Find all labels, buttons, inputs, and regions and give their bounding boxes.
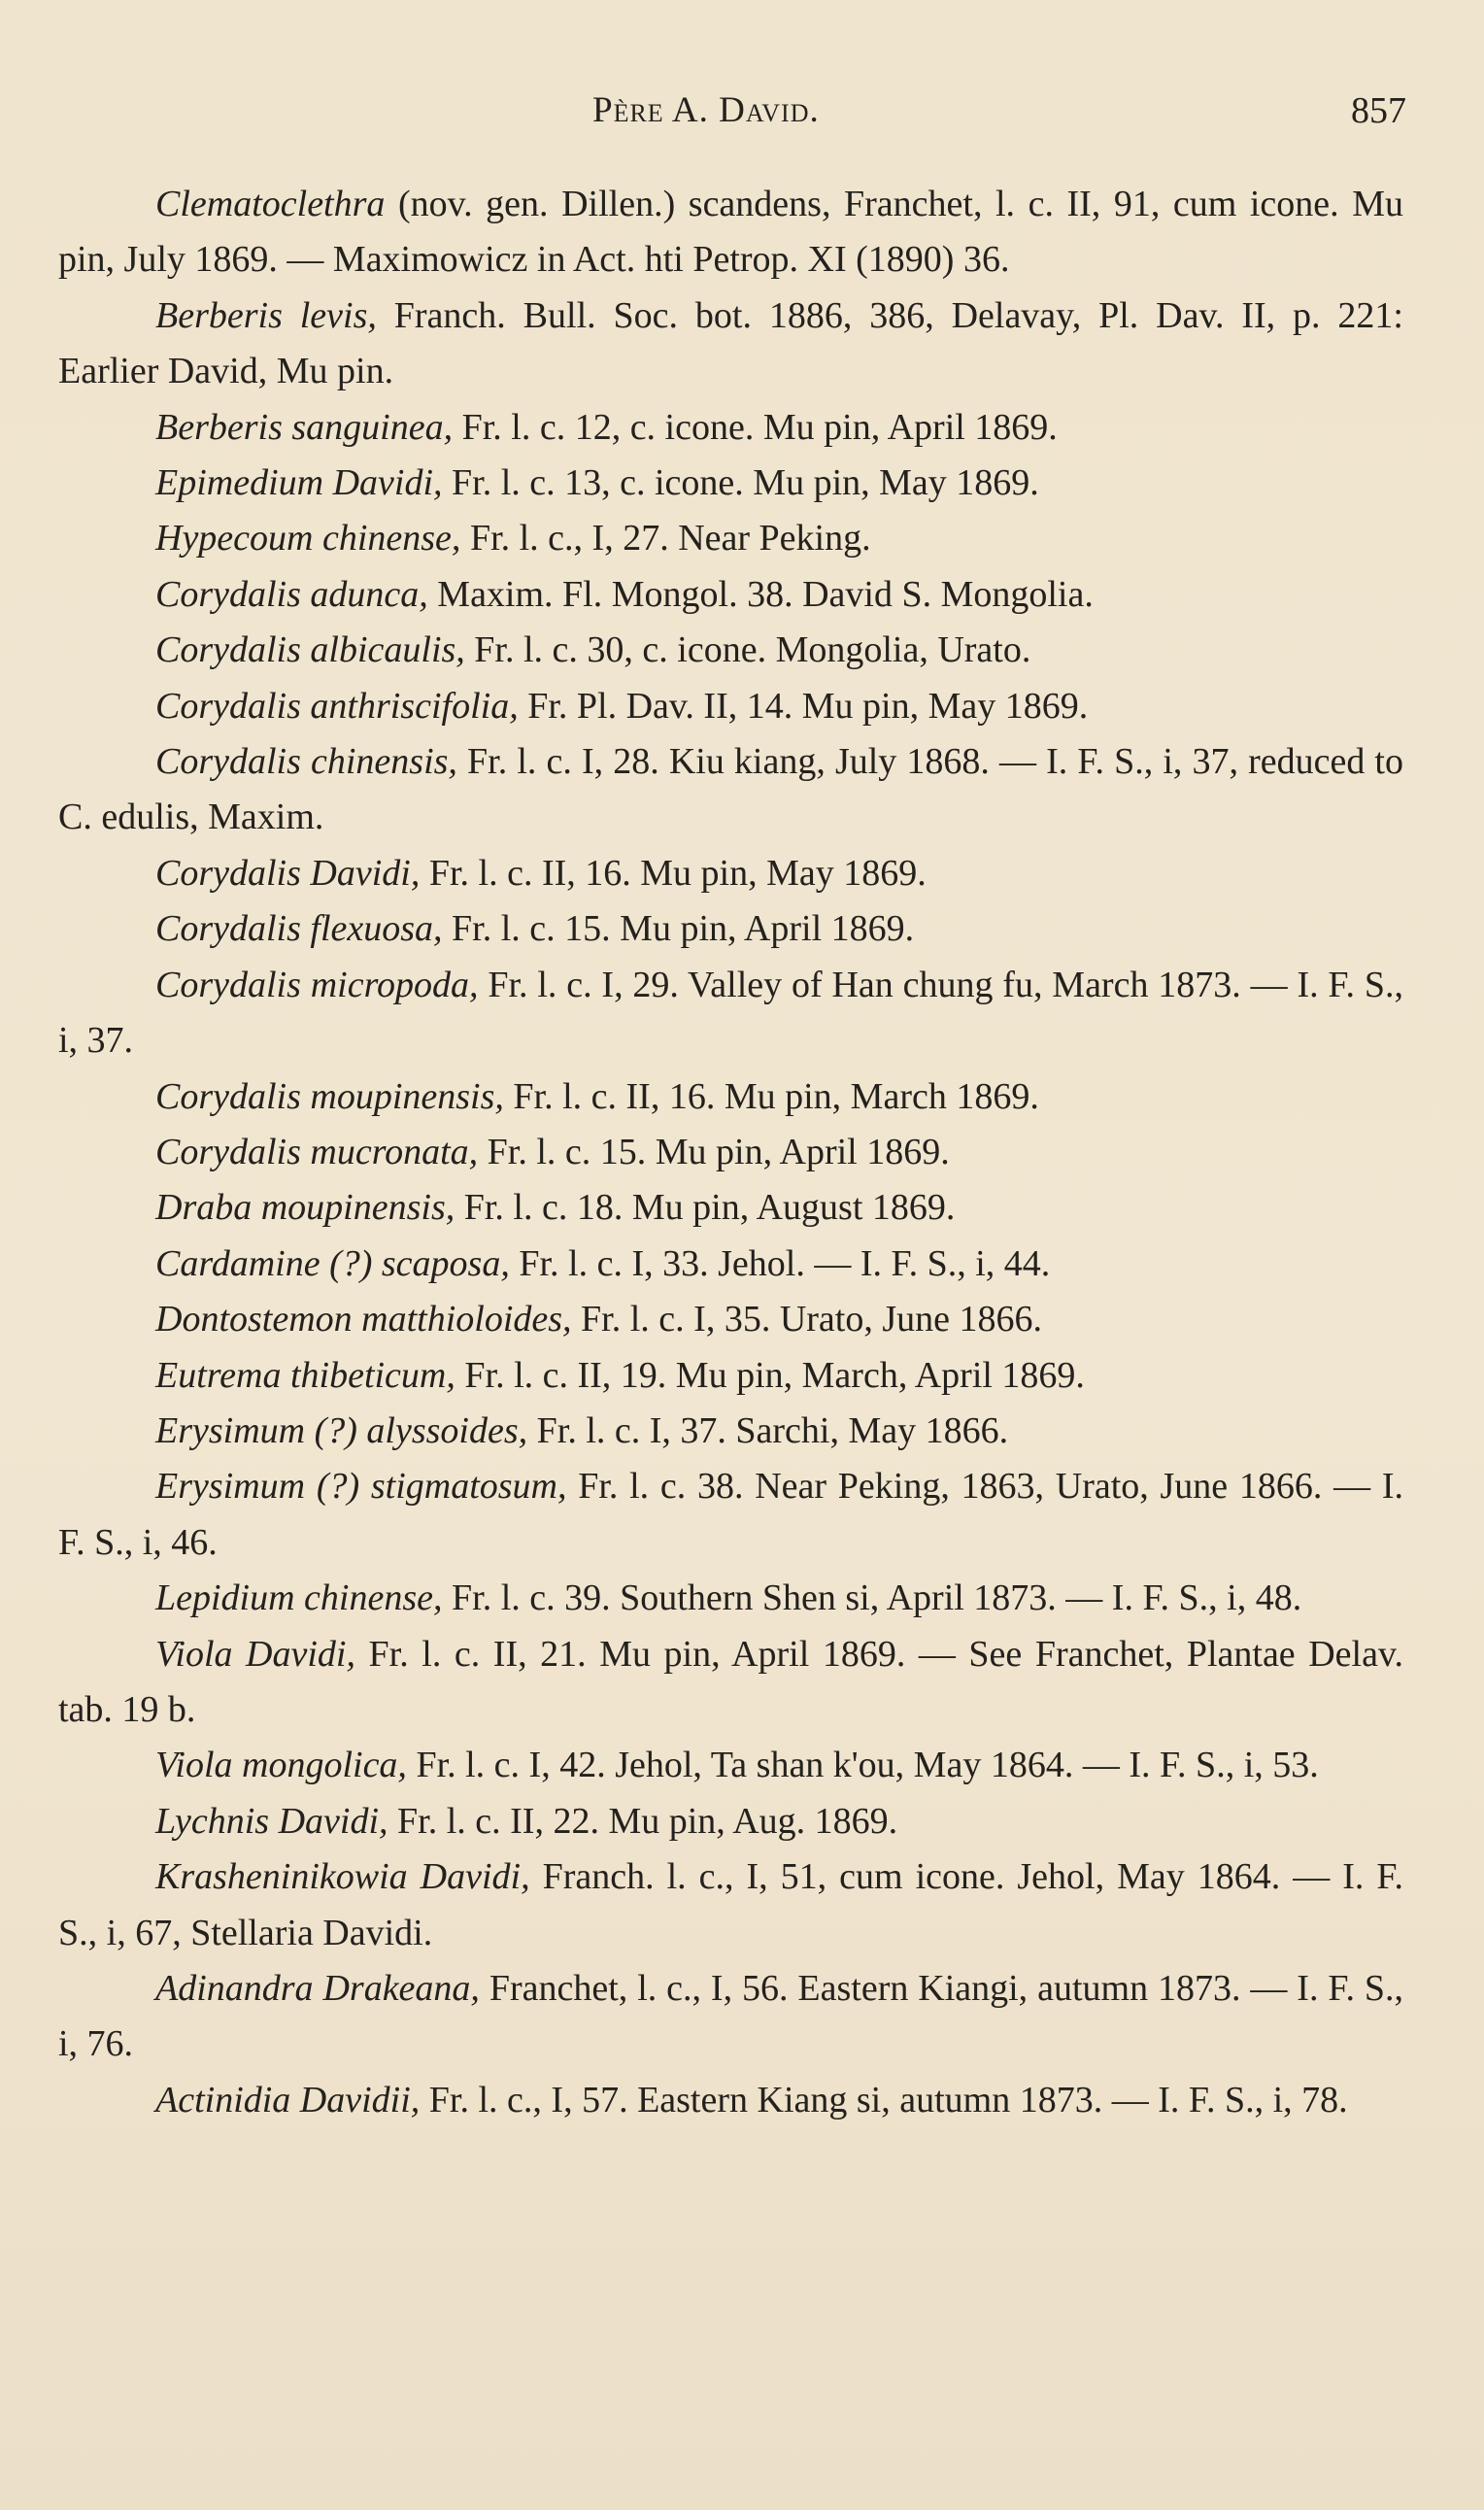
species-citation: Fr. l. c. II, 19. Mu pin, March, April 1869. (455, 1354, 1085, 1396)
species-entry (58, 1292, 1403, 1347)
species-name: Erysimum (?) alyssoides, (155, 1409, 528, 1451)
species-name: Draba moupinensis, (155, 1187, 455, 1229)
species-citation: Fr. l. c. 38. Near Peking, 1863, Urato, June 1866. — I. F. S., i, 46. (58, 1466, 1403, 1563)
species-entry (58, 1348, 1403, 1404)
species-entry (58, 1794, 1403, 1849)
species-entry (58, 1237, 1403, 1292)
species-citation: Fr. l. c. II, 21. Mu pin, April 1869. — See Franchet, Plantae Delav. tab. 19 b. (58, 1633, 1403, 1730)
species-citation: Franchet, l. c., I, 56. Eastern Kiangi, autumn 1873. — I. F. S., i, 76. (58, 1968, 1403, 2065)
species-citation: Franch. l. c., I, 51, cum icone. Jehol, May 1864. — I. F. S., i, 67, Stellaria Davidi. (58, 1856, 1403, 1953)
species-name: Cardamine (?) scaposa, (155, 1242, 510, 1284)
species-citation: Fr. l. c. II, 16. Mu pin, March 1869. (503, 1075, 1039, 1117)
species-name: Corydalis albicaulis, (155, 629, 465, 671)
species-entry (58, 846, 1403, 901)
species-citation: Fr. l. c. II, 22. Mu pin, Aug. 1869. (388, 1800, 898, 1842)
species-entry (58, 1738, 1403, 1793)
species-citation: Fr. l. c. 18. Mu pin, August 1869. (455, 1187, 956, 1229)
species-entry (58, 1571, 1403, 1626)
species-entry (58, 1404, 1403, 1459)
species-name: Viola Davidi, (155, 1633, 355, 1675)
species-entry (58, 288, 1403, 400)
running-head: Père A. David. (592, 90, 820, 130)
species-entry (58, 567, 1403, 623)
species-name: Corydalis mucronata, (155, 1131, 479, 1172)
species-citation: Fr. l. c. I, 28. Kiu kiang, July 1868. — I. F. S., i, 37, reduced to C. edulis, Maxim. (58, 741, 1403, 838)
species-citation: Fr. l. c. 12, c. icone. Mu pin, April 1869. (453, 406, 1058, 448)
species-citation: Fr. l. c. 30, c. icone. Mongolia, Urato. (464, 629, 1031, 671)
page-number: 857 (1351, 90, 1406, 131)
species-citation: Fr. l. c. 15. Mu pin, April 1869. (478, 1131, 950, 1172)
species-name: Berberis levis, (155, 294, 377, 336)
species-name: Berberis sanguinea, (155, 406, 454, 448)
species-name: Corydalis anthriscifolia, (155, 685, 519, 727)
species-citation: Fr. l. c. 39. Southern Shen si, April 1873. — I. F. S., i, 48. (442, 1577, 1302, 1619)
species-entry (58, 1849, 1403, 1961)
species-entry (58, 177, 1403, 288)
species-entry (58, 623, 1403, 678)
species-entry (58, 679, 1403, 734)
species-name: Corydalis chinensis, (155, 741, 457, 783)
species-name: Corydalis moupinensis, (155, 1075, 504, 1117)
species-name: Lychnis Davidi, (155, 1800, 388, 1842)
species-citation: Fr. l. c., I, 57. Eastern Kiang si, autumn 1873. — I. F. S., i, 78. (420, 2079, 1348, 2120)
species-entry (58, 1627, 1403, 1739)
species-name: Actinidia Davidii, (155, 2079, 421, 2120)
species-name: Viola mongolica, (155, 1745, 407, 1786)
species-citation: Fr. l. c. II, 16. Mu pin, May 1869. (420, 852, 927, 894)
species-citation: Fr. Pl. Dav. II, 14. Mu pin, May 1869. (518, 685, 1089, 727)
species-citation: Franch. Bull. Soc. bot. 1886, 386, Delavay, Pl. Dav. II, p. 221: Earlier David, Mu pin. (58, 294, 1403, 392)
species-entry (58, 901, 1403, 957)
species-name: Erysimum (?) stigmatosum, (155, 1466, 567, 1508)
species-list (58, 177, 1403, 2128)
species-citation: Fr. l. c. I, 35. Urato, June 1866. (571, 1299, 1042, 1340)
species-entry (58, 400, 1403, 456)
species-citation: Fr. l. c. 13, c. icone. Mu pin, May 1869. (442, 462, 1039, 504)
species-name: Corydalis micropoda, (155, 964, 479, 1005)
species-name: Eutrema thibeticum, (155, 1354, 455, 1396)
page-header (0, 89, 1484, 138)
species-citation: Fr. l. c. 15. Mu pin, April 1869. (442, 908, 915, 950)
species-name: Corydalis adunca, (155, 573, 428, 615)
species-citation: Fr. l. c. I, 29. Valley of Han chung fu, March 1873. — I. F. S., i, 37. (58, 964, 1403, 1062)
species-name: Lepidium chinense, (155, 1577, 443, 1619)
species-citation: Fr. l. c. I, 42. Jehol, Ta shan k'ou, May 1864. — I. F. S., i, 53. (406, 1745, 1319, 1786)
species-name: Krasheninikowia Davidi, (155, 1856, 530, 1898)
species-entry (58, 1459, 1403, 1571)
species-entry (58, 1125, 1403, 1180)
species-name: Dontostemon matthioloides, (155, 1299, 572, 1340)
species-citation: Fr. l. c. I, 33. Jehol. — I. F. S., i, 44. (509, 1242, 1051, 1284)
species-entry (58, 1069, 1403, 1125)
species-citation: (nov. gen. Dillen.) scandens, Franchet, l. c. II, 91, cum icone. Mu pin, July 1869. — Maximowicz in Act. hti Petrop. XI (1890) 36. (58, 184, 1403, 281)
species-entry (58, 511, 1403, 566)
species-entry (58, 2073, 1403, 2128)
species-entry (58, 958, 1403, 1069)
species-name: Clematoclethra (155, 184, 386, 224)
species-name: Corydalis Davidi, (155, 852, 421, 894)
species-entry (58, 1180, 1403, 1236)
species-name: Hypecoum chinense, (155, 518, 461, 560)
species-name: Adinandra Drakeana, (155, 1968, 480, 2009)
species-citation: Fr. l. c. I, 37. Sarchi, May 1866. (527, 1409, 1009, 1451)
species-entry (58, 1961, 1403, 2073)
species-citation: Maxim. Fl. Mongol. 38. David S. Mongolia. (427, 573, 1094, 615)
species-name: Corydalis flexuosa, (155, 908, 443, 950)
species-name: Epimedium Davidi, (155, 462, 443, 504)
species-entry (58, 734, 1403, 846)
species-citation: Fr. l. c., I, 27. Near Peking. (460, 518, 871, 560)
species-entry (58, 456, 1403, 511)
